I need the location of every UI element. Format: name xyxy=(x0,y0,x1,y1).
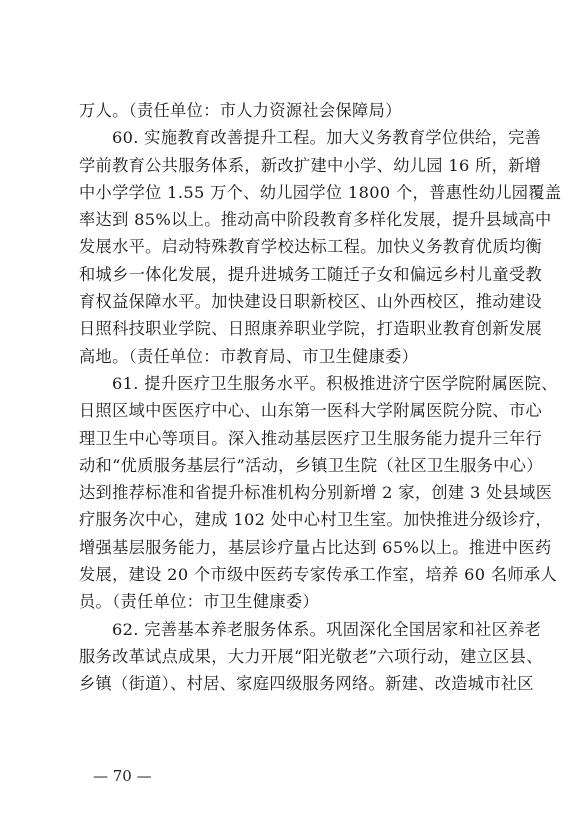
text-line: 增强基层服务能力，基层诊疗量占比达到 65%以上。推进中医药 xyxy=(79,537,552,557)
text-line: 60. 实施教育改善提升工程。加大义务教育学位供给，完善 xyxy=(112,128,542,148)
body-text xyxy=(79,97,562,698)
text-line: 服务改革试点成果，大力开展“阳光敬老”六项行动，建立区县、 xyxy=(79,646,543,666)
text-line: 乡镇（街道）、村居、家庭四级服务网络。新建、改造城市社区 xyxy=(79,674,534,694)
text-line: 和城乡一体化发展，提升进城务工随迁子女和偏远乡村儿童受教 xyxy=(79,264,543,284)
text-line: 62. 完善基本养老服务体系。巩固深化全国居家和社区养老 xyxy=(112,619,542,639)
text-line: 达到推荐标准和省提升标准机构分别新增 2 家，创建 3 处县域医 xyxy=(79,483,553,503)
text-line: 疗服务次中心，建成 102 处中心村卫生室。加快推进分级诊疗， xyxy=(79,510,552,530)
text-line: 高地。（责任单位：市教育局、市卫生健康委） xyxy=(79,346,419,366)
text-line: 学前教育公共服务体系，新改扩建中小学、幼儿园 16 所，新增 xyxy=(79,155,542,175)
text-line: 日照区域中医医疗中心、山东第一医科大学附属医院分院、市心 xyxy=(79,401,543,421)
text-line: 61. 提升医疗卫生服务水平。积极推进济宁医学院附属医院、 xyxy=(112,373,558,393)
text-line: 万人。（责任单位：市人力资源社会保障局） xyxy=(79,101,402,120)
text-line: 发展，建设 20 个市级中医药专家传承工作室，培养 60 名师承人 xyxy=(79,565,558,585)
text-line: 发展水平。启动特殊教育学校达标工程。加快义务教育优质均衡 xyxy=(79,237,543,257)
text-line: 育权益保障水平。加快建设日职新校区、山外西校区，推动建设 xyxy=(79,292,543,312)
text-line: 理卫生中心等项目。深入推动基层医疗卫生服务能力提升三年行 xyxy=(79,428,543,448)
text-line: 员。（责任单位：市卫生健康委） xyxy=(79,592,319,612)
text-line: 日照科技职业学院、日照康养职业学院，打造职业教育创新发展 xyxy=(79,319,543,339)
page-number: — 70 — xyxy=(93,767,152,785)
text-line: 率达到 85%以上。推动高中阶段教育多样化发展，提升县域高中 xyxy=(79,210,552,230)
text-line: 动和“优质服务基层行”活动，乡镇卫生院（社区卫生服务中心） xyxy=(79,455,543,475)
text-line: 中小学学位 1.55 万个、幼儿园学位 1800 个，普惠性幼儿园覆盖 xyxy=(79,182,562,202)
